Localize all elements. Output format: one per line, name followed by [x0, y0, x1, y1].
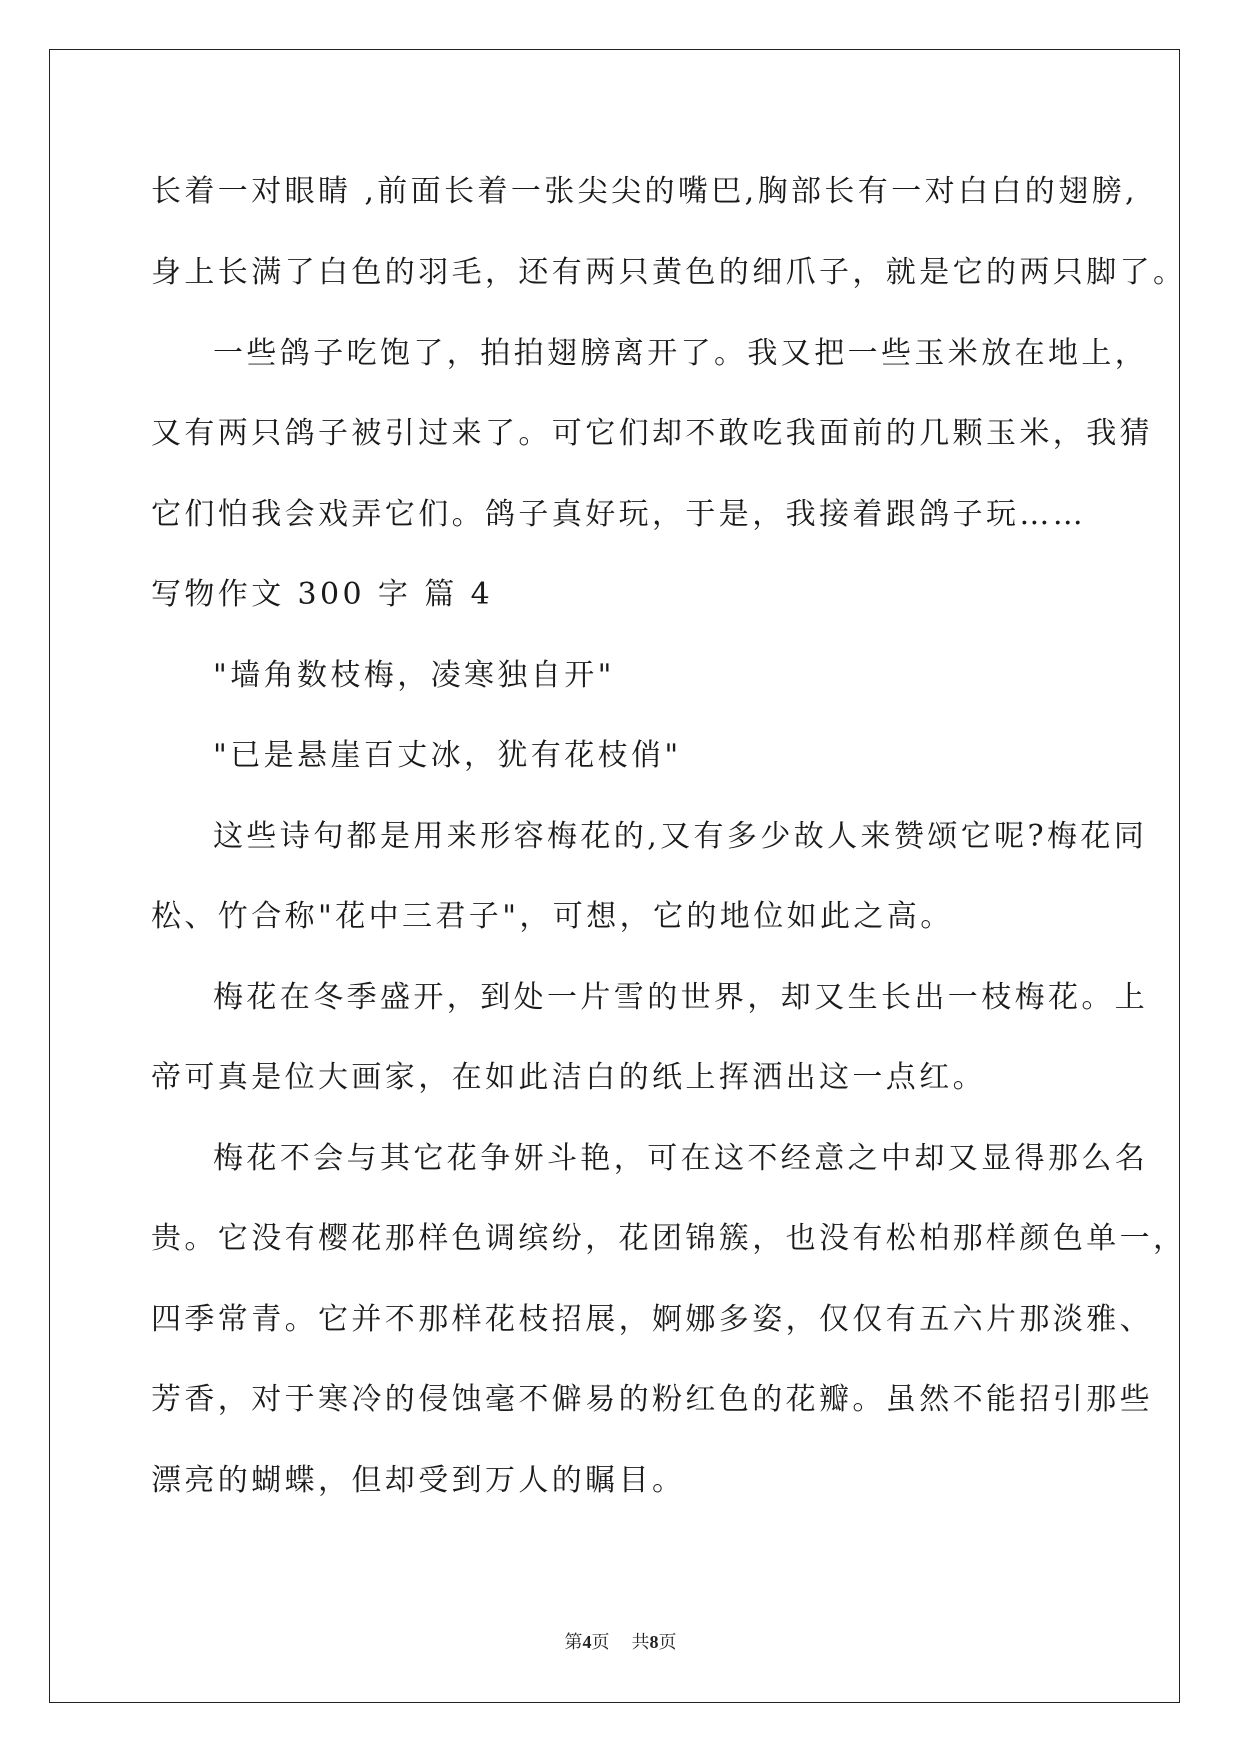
total-pages: 8	[649, 1632, 659, 1652]
text-line: 芳香，对于寒冷的侵蚀毫不僻易的粉红色的花瓣。虽然不能招引那些	[151, 1382, 1153, 1417]
poem-line: "墙角数枝梅，凌寒独自开"	[213, 658, 615, 693]
page-border	[49, 49, 1180, 1703]
text-line: 又有两只鸽子被引过来了。可它们却不敢吃我面前的几颗玉米，我猜	[151, 416, 1153, 451]
poem-line: "已是悬崖百丈冰，犹有花枝俏"	[213, 738, 682, 773]
page-suffix: 页	[591, 1632, 610, 1652]
page-prefix: 第	[564, 1632, 583, 1652]
text-line: 贵。它没有樱花那样色调缤纷，花团锦簇，也没有松柏那样颜色单一，	[151, 1221, 1187, 1256]
text-line: 长着一对眼睛 ,前面长着一张尖尖的嘴巴,胸部长有一对白白的翅膀,	[151, 174, 1138, 209]
text-line: 漂亮的蝴蝶，但却受到万人的瞩目。	[151, 1463, 686, 1498]
text-line: 身上长满了白色的羽毛，还有两只黄色的细爪子，就是它的两只脚了。	[151, 255, 1187, 290]
paragraph-start: 这些诗句都是用来形容梅花的,又有多少故人来赞颂它呢?梅花同	[213, 819, 1148, 854]
total-suffix: 页	[658, 1632, 677, 1652]
paragraph-start: 梅花不会与其它花争妍斗艳，可在这不经意之中却又显得那么名	[213, 1141, 1149, 1176]
paragraph-start: 梅花在冬季盛开，到处一片雪的世界，却又生长出一枝梅花。上	[213, 980, 1149, 1015]
text-line: 帝可真是位大画家，在如此洁白的纸上挥洒出这一点红。	[151, 1060, 986, 1095]
total-prefix: 共	[631, 1632, 650, 1652]
text-line: 松、竹合称"花中三君子"，可想，它的地位如此之高。	[151, 899, 954, 934]
page-number: 4	[582, 1632, 592, 1652]
text-line: 四季常青。它并不那样花枝招展，婀娜多姿，仅仅有五六片那淡雅、	[151, 1302, 1153, 1337]
text-line: 它们怕我会戏弄它们。鸽子真好玩，于是，我接着跟鸽子玩……	[151, 497, 1087, 532]
page-footer	[0, 1628, 1241, 1654]
section-heading: 写物作文 300 字 篇 4	[151, 577, 494, 612]
paragraph-start: 一些鸽子吃饱了，拍拍翅膀离开了。我又把一些玉米放在地上，	[213, 336, 1149, 371]
